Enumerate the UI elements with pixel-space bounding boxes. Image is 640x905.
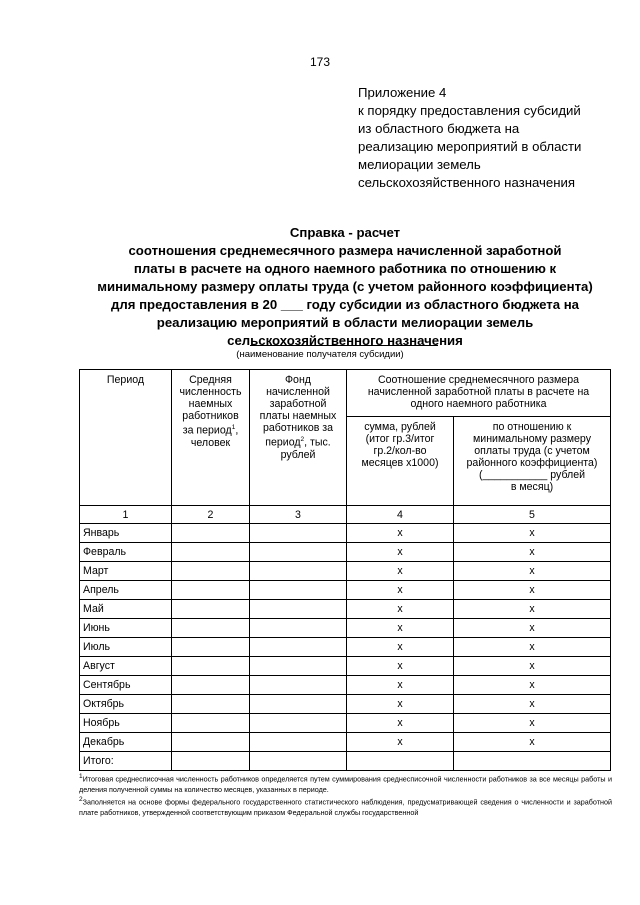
total-cell — [347, 752, 454, 771]
title-line: для предоставления в 20 ___ году субсидии из областного бюджета на — [110, 297, 580, 312]
month-cell: Июнь — [80, 619, 172, 638]
month-cell: Май — [80, 600, 172, 619]
x-mark: x — [454, 676, 611, 695]
table-row — [80, 562, 611, 581]
total-cell — [250, 752, 347, 771]
x-mark: x — [347, 619, 454, 638]
month-cell: Январь — [80, 524, 172, 543]
x-mark: x — [347, 695, 454, 714]
x-mark: x — [454, 695, 611, 714]
month-cell: Декабрь — [80, 733, 172, 752]
table-row — [80, 543, 611, 562]
column-number: 4 — [347, 506, 454, 524]
avg-workers-cell — [172, 695, 250, 714]
wage-fund-cell — [250, 695, 347, 714]
column-number: 1 — [80, 506, 172, 524]
table-row — [80, 676, 611, 695]
document-title — [60, 224, 630, 350]
column-number: 3 — [250, 506, 347, 524]
x-mark: x — [347, 733, 454, 752]
x-mark: x — [454, 600, 611, 619]
header-min-wage: по отношению к минимальному размеру оплаты труда (с учетом районного коэффициента) (___________ рублей в месяц) — [454, 417, 611, 506]
title-line: реализацию мероприятий в области мелиорации земель — [156, 315, 534, 330]
total-label: Итого: — [80, 752, 172, 771]
title-line: сельскохозяйственного назначения — [227, 333, 463, 348]
table-row — [80, 524, 611, 543]
title-line: платы в расчете на одного наемного работника по отношению к — [133, 261, 557, 276]
table-row — [80, 581, 611, 600]
month-cell: Апрель — [80, 581, 172, 600]
avg-workers-cell — [172, 676, 250, 695]
x-mark: x — [454, 714, 611, 733]
column-number: 2 — [172, 506, 250, 524]
x-mark: x — [347, 676, 454, 695]
wage-fund-cell — [250, 524, 347, 543]
avg-workers-cell — [172, 638, 250, 657]
x-mark: x — [347, 524, 454, 543]
x-mark: x — [454, 543, 611, 562]
x-mark: x — [454, 581, 611, 600]
avg-workers-cell — [172, 524, 250, 543]
footnote-2: $^2$Заполняется на основе формы федерального государственного статистического наблюдения, предусматривающей сведения о численности и заработной плате работников, утвержденной соответствующим приказом Федеральной службы государственной — [79, 796, 612, 818]
wage-fund-cell — [250, 714, 347, 733]
column-numbers-row — [80, 506, 611, 524]
header-ratio: Соотношение среднемесячного размера начисленной заработной платы в расчете на одного наемного работника — [347, 370, 611, 417]
month-cell: Октябрь — [80, 695, 172, 714]
header-avg-workers: Средняя численность наемных работников за период$^1$, человек — [172, 370, 250, 506]
month-cell: Март — [80, 562, 172, 581]
title-line: минимальному размеру оплаты труда (с учетом районного коэффициента) — [97, 279, 593, 294]
table-row — [80, 619, 611, 638]
title-line: Справка - расчет — [289, 225, 401, 240]
wage-fund-cell — [250, 657, 347, 676]
avg-workers-cell — [172, 562, 250, 581]
title-line: соотношения среднемесячного размера начисленной заработной — [128, 243, 562, 258]
month-cell: Июль — [80, 638, 172, 657]
wage-fund-cell — [250, 562, 347, 581]
appendix-line: Приложение 4 — [358, 85, 447, 100]
wage-fund-cell — [250, 619, 347, 638]
x-mark: x — [454, 638, 611, 657]
wage-fund-cell — [250, 733, 347, 752]
appendix-line: сельскохозяйственного назначения — [358, 175, 576, 190]
table-row — [80, 638, 611, 657]
page-number: 173 — [309, 55, 331, 69]
avg-workers-cell — [172, 619, 250, 638]
x-mark: x — [347, 657, 454, 676]
recipient-caption: (наименование получателя субсидии) — [236, 349, 404, 360]
avg-workers-cell — [172, 657, 250, 676]
x-mark: x — [347, 581, 454, 600]
avg-workers-cell — [172, 581, 250, 600]
x-mark: x — [347, 600, 454, 619]
table-row — [80, 714, 611, 733]
header-sum: сумма, рублей (итог гр.3/итог гр.2/кол-во месяцев x1000) — [347, 417, 454, 506]
table-row — [80, 695, 611, 714]
x-mark: x — [347, 562, 454, 581]
header-period: Период — [80, 370, 172, 506]
avg-workers-cell — [172, 733, 250, 752]
total-cell — [454, 752, 611, 771]
header-wage-fund: Фонд начисленной заработной платы наемных работников за период$^2$, тыс. рублей — [250, 370, 347, 506]
total-row — [80, 752, 611, 771]
wage-fund-cell — [250, 543, 347, 562]
wage-fund-cell — [250, 581, 347, 600]
table-row — [80, 600, 611, 619]
appendix-line: из областного бюджета на — [358, 121, 520, 136]
footnote-1: $^1$Итоговая среднесписочная численность работников определяется путем суммирования среднесписочной численности работников за все месяцы работы и деления полученной суммы на количество месяцев, указанных в периоде. — [79, 773, 612, 794]
month-cell: Август — [80, 657, 172, 676]
appendix-line: к порядку предоставления субсидий — [358, 103, 581, 118]
x-mark: x — [454, 733, 611, 752]
x-mark: x — [454, 562, 611, 581]
avg-workers-cell — [172, 600, 250, 619]
total-cell — [172, 752, 250, 771]
x-mark: x — [347, 638, 454, 657]
appendix-line: мелиорации земель — [358, 157, 481, 172]
footnotes — [79, 772, 612, 819]
appendix-line: реализацию мероприятий в области — [358, 139, 582, 154]
month-cell: Ноябрь — [80, 714, 172, 733]
x-mark: x — [347, 714, 454, 733]
avg-workers-cell — [172, 543, 250, 562]
recipient-name-line — [250, 345, 438, 346]
wage-fund-cell — [250, 638, 347, 657]
wage-fund-cell — [250, 600, 347, 619]
table-row — [80, 733, 611, 752]
calculation-table — [79, 369, 611, 771]
avg-workers-cell — [172, 714, 250, 733]
x-mark: x — [347, 543, 454, 562]
month-cell: Сентябрь — [80, 676, 172, 695]
month-cell: Февраль — [80, 543, 172, 562]
x-mark: x — [454, 619, 611, 638]
column-number: 5 — [454, 506, 611, 524]
table-row — [80, 657, 611, 676]
wage-fund-cell — [250, 676, 347, 695]
x-mark: x — [454, 524, 611, 543]
x-mark: x — [454, 657, 611, 676]
appendix-block — [358, 84, 628, 192]
